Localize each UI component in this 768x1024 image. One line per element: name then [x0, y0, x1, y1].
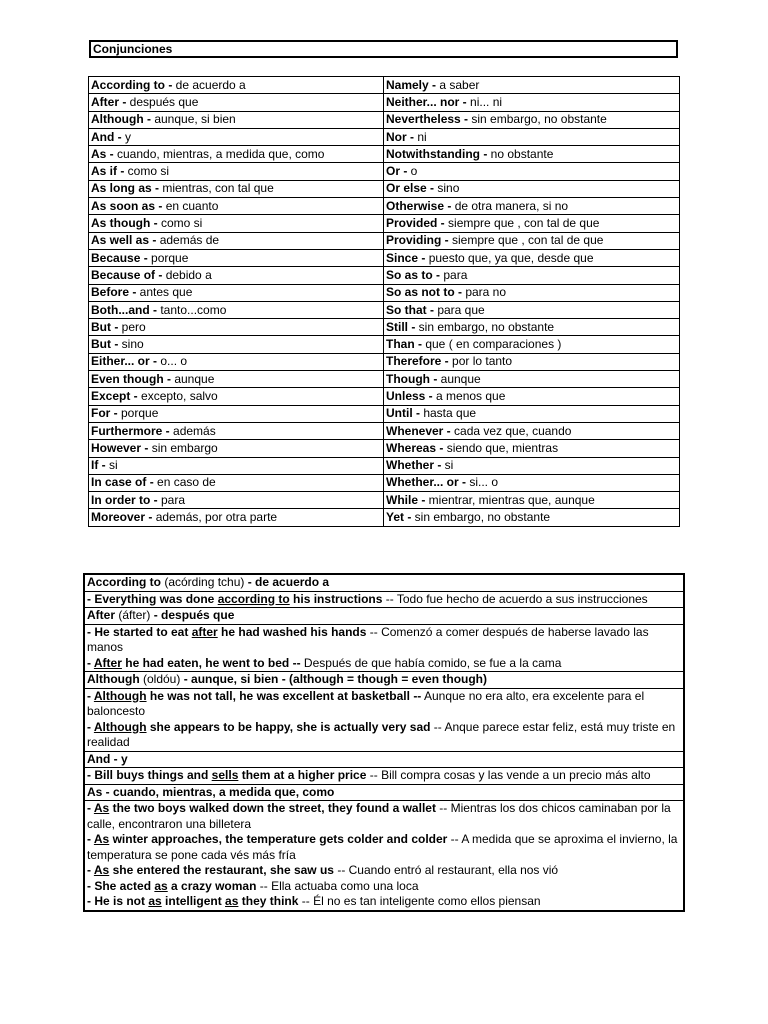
vocab-cell-left	[89, 198, 384, 215]
vocab-cell-left	[89, 94, 384, 111]
heading-text: - aunque, si bien - (although = though = even though)	[183, 672, 488, 686]
english-sentence: - He started to eat	[87, 624, 192, 639]
example-sentence	[87, 863, 681, 879]
heading-text: After	[87, 608, 116, 622]
spanish-translation: porque	[147, 250, 189, 265]
vocab-cell-left	[89, 492, 384, 509]
heading-text: - después que	[153, 608, 235, 622]
spanish-translation: -- Ella actuaba como una loca	[256, 878, 419, 893]
english-sentence: they think	[238, 894, 299, 908]
underlined-term	[192, 625, 218, 639]
vocab-row	[89, 249, 680, 266]
spanish-translation: aunque	[171, 371, 215, 386]
heading-text: Although	[87, 672, 140, 686]
spanish-translation: -- Todo fue hecho de acuerdo a sus instrucciones	[382, 591, 648, 606]
heading-text: According to	[87, 575, 161, 589]
vocab-cell-right	[384, 440, 680, 457]
english-term: Furthermore -	[91, 423, 170, 438]
conjunction-examples-table	[83, 573, 685, 912]
underlined-term	[94, 863, 109, 877]
english-term: Still -	[386, 319, 416, 334]
spanish-translation: después que	[126, 94, 199, 109]
english-term: Or -	[386, 164, 408, 179]
conjunction-highlight: As	[93, 801, 110, 815]
section-heading	[85, 575, 683, 592]
english-sentence: -	[87, 655, 94, 670]
vocab-cell-left	[89, 457, 384, 474]
english-term: In order to -	[91, 492, 158, 507]
spanish-translation: sin embargo, no obstante	[415, 319, 555, 334]
spanish-translation: sin embargo	[148, 440, 218, 455]
spanish-translation: porque	[117, 406, 159, 421]
english-term: As if -	[91, 164, 125, 179]
english-term: Provided -	[386, 216, 445, 231]
english-term: As well as -	[91, 233, 157, 248]
vocab-cell-right	[384, 422, 680, 439]
vocab-row	[89, 232, 680, 249]
section-examples	[85, 801, 683, 910]
conjunction-highlight: according to	[217, 591, 290, 606]
spanish-translation: siempre que , con tal de que	[444, 216, 600, 231]
vocab-cell-left	[89, 267, 384, 284]
section-examples	[85, 592, 683, 609]
vocab-cell-right	[384, 267, 680, 284]
vocab-row	[89, 353, 680, 370]
vocab-cell-right	[384, 180, 680, 197]
vocab-row	[89, 474, 680, 491]
english-term: As though -	[91, 216, 158, 231]
english-term: Because -	[91, 250, 148, 265]
english-sentence: she entered the restaurant, she saw us	[109, 863, 334, 877]
english-term: Either... or -	[91, 354, 158, 369]
vocab-cell-right	[384, 371, 680, 388]
english-term: Nor -	[386, 129, 414, 144]
vocab-row	[89, 77, 680, 94]
english-term: Providing -	[386, 233, 449, 248]
vocab-row	[89, 111, 680, 128]
vocab-cell-right	[384, 319, 680, 336]
english-sentence: -	[87, 863, 94, 877]
spanish-translation: mientrar, mientras que, aunque	[425, 492, 595, 507]
vocab-cell-left	[89, 353, 384, 370]
english-term: As long as -	[91, 181, 160, 196]
spanish-translation: excepto, salvo	[137, 388, 218, 403]
vocab-cell-right	[384, 336, 680, 353]
conjunction-highlight: as	[225, 894, 239, 908]
vocab-cell-right	[384, 128, 680, 145]
vocab-row	[89, 440, 680, 457]
section-examples	[85, 689, 683, 752]
english-sentence: the two boys walked down the street, they found a wallet	[109, 801, 436, 815]
spanish-translation: -- Cuando entró al restaurant, ella nos vió	[333, 863, 559, 877]
english-term: But -	[91, 337, 119, 352]
vocab-cell-right	[384, 353, 680, 370]
underlined-term	[94, 689, 147, 703]
spanish-translation: en caso de	[153, 475, 216, 490]
spanish-translation: además	[169, 423, 216, 438]
vocab-row	[89, 215, 680, 232]
english-term: After -	[91, 94, 127, 109]
spanish-translation: -- Anque parece estar feliz, está muy triste en realidad	[87, 719, 676, 749]
underlined-term	[218, 592, 290, 606]
spanish-translation: hasta que	[420, 406, 477, 421]
english-term: For -	[91, 406, 118, 421]
pronunciation: (áfter)	[115, 608, 154, 622]
english-term: Both...and -	[91, 302, 157, 317]
vocab-cell-right	[384, 111, 680, 128]
english-term: Yet -	[386, 510, 412, 525]
english-term: Before -	[91, 285, 137, 300]
english-term: Therefore -	[386, 354, 449, 369]
english-term: While -	[386, 492, 426, 507]
spanish-translation: por lo tanto	[448, 354, 513, 369]
vocab-cell-left	[89, 440, 384, 457]
spanish-translation: pero	[118, 319, 146, 334]
conjunction-highlight: as	[154, 878, 168, 893]
spanish-translation: siempre que , con tal de que	[448, 233, 604, 248]
english-sentence: - Bill buys things and	[87, 768, 212, 782]
vocab-cell-left	[89, 284, 384, 301]
vocab-cell-right	[384, 388, 680, 405]
spanish-translation: -- Comenzó a comer después de haberse lavado las manos	[87, 624, 649, 654]
english-term: So that -	[386, 302, 434, 317]
spanish-translation: Después de que había comido, se fue a la cama	[300, 655, 562, 670]
spanish-translation: -- Mientras los dos chicos caminaban por la calle, encontraron una billetera	[87, 801, 671, 831]
document-title: Conjunciones	[89, 40, 678, 58]
vocab-row	[89, 509, 680, 526]
vocab-cell-left	[89, 422, 384, 439]
pronunciation: (oldóu)	[139, 672, 184, 686]
vocab-row	[89, 336, 680, 353]
english-term: According to -	[91, 77, 173, 92]
spanish-translation: aunque	[437, 371, 481, 386]
english-term: So as not to -	[386, 285, 462, 300]
spanish-translation: sino	[118, 337, 144, 352]
english-sentence: them at a higher price	[238, 768, 367, 782]
underlined-term	[148, 894, 161, 908]
vocab-cell-right	[384, 146, 680, 163]
english-sentence: - She acted	[87, 878, 155, 893]
english-term: So as to -	[386, 267, 441, 282]
spanish-translation: cada vez que, cuando	[450, 423, 572, 438]
example-sentence	[87, 801, 681, 832]
spanish-translation: -- A medida que se aproxima el invierno, la temperatura se pone cada vés más fría	[87, 832, 678, 862]
pronunciation: (acórding tchu)	[161, 575, 248, 589]
vocab-cell-left	[89, 388, 384, 405]
english-term: Since -	[386, 250, 426, 265]
english-term: Although -	[91, 112, 151, 127]
vocab-row	[89, 457, 680, 474]
example-sentence	[87, 832, 681, 863]
example-sentence	[87, 625, 681, 656]
section-heading	[85, 752, 683, 769]
spanish-translation: si	[441, 458, 454, 473]
vocab-row	[89, 388, 680, 405]
english-term: Unless -	[386, 388, 433, 403]
heading-text: - de acuerdo a	[247, 575, 330, 589]
example-sentence	[87, 879, 681, 895]
spanish-translation: o	[407, 164, 418, 179]
spanish-translation: para	[157, 492, 186, 507]
spanish-translation: a saber	[436, 77, 480, 92]
spanish-translation: y	[121, 129, 131, 144]
vocab-cell-left	[89, 146, 384, 163]
english-term: As soon as -	[91, 198, 163, 213]
example-sentence	[87, 656, 681, 672]
vocab-row	[89, 405, 680, 422]
spanish-translation: mientras, con tal que	[159, 181, 274, 196]
spanish-translation: -- Él no es tan inteligente como ellos piensan	[298, 894, 541, 908]
english-term: However -	[91, 440, 149, 455]
underlined-term	[94, 720, 147, 734]
conjunction-highlight: as	[148, 894, 162, 908]
example-sentence	[87, 592, 681, 608]
heading-text: And - y	[87, 751, 128, 766]
underlined-term	[212, 768, 239, 782]
vocab-cell-right	[384, 492, 680, 509]
spanish-translation: o... o	[157, 354, 188, 369]
english-term: Neither... nor -	[386, 94, 467, 109]
vocab-row	[89, 128, 680, 145]
english-sentence: a crazy woman	[167, 878, 257, 893]
underlined-term	[225, 894, 238, 908]
english-term: Whether -	[386, 458, 442, 473]
section-examples	[85, 625, 683, 673]
english-sentence: he was not tall, he was excellent at basketball --	[146, 688, 422, 703]
conjunction-highlight: Although	[93, 688, 147, 703]
english-term: In case of -	[91, 475, 154, 490]
spanish-translation: de acuerdo a	[172, 77, 246, 92]
underlined-term	[94, 801, 109, 815]
spanish-translation: si... o	[466, 475, 499, 490]
vocab-cell-left	[89, 163, 384, 180]
english-sentence: he had eaten, he went to bed --	[121, 655, 301, 670]
vocab-cell-left	[89, 509, 384, 526]
english-term: Or else -	[386, 181, 435, 196]
vocab-row	[89, 146, 680, 163]
section-heading	[85, 608, 683, 625]
vocab-cell-right	[384, 215, 680, 232]
english-sentence: intelligent	[161, 894, 226, 908]
vocab-cell-right	[384, 509, 680, 526]
english-term: Even though -	[91, 371, 171, 386]
section-heading	[85, 672, 683, 689]
vocab-cell-left	[89, 232, 384, 249]
vocab-cell-right	[384, 198, 680, 215]
spanish-translation: ni... ni	[466, 94, 503, 109]
spanish-translation: además, por otra parte	[152, 510, 278, 525]
spanish-translation: puesto que, ya que, desde que	[425, 250, 594, 265]
spanish-translation: cuando, mientras, a medida que, como	[113, 146, 325, 161]
english-term: Namely -	[386, 77, 437, 92]
vocab-cell-left	[89, 180, 384, 197]
underlined-term	[94, 656, 122, 670]
vocab-cell-left	[89, 249, 384, 266]
spanish-translation: Aunque no era alto, era excelente para el baloncesto	[87, 688, 645, 718]
section-heading	[85, 785, 683, 802]
conjunction-highlight: Although	[93, 719, 147, 734]
spanish-translation: sin embargo, no obstante	[468, 112, 607, 127]
spanish-translation: -- Bill compra cosas y las vende a un precio más alto	[366, 768, 651, 782]
english-term: Whereas -	[386, 440, 444, 455]
vocab-cell-right	[384, 301, 680, 318]
spanish-translation: tanto...como	[157, 302, 227, 317]
english-sentence: he had washed his hands	[217, 624, 367, 639]
underlined-term	[154, 879, 167, 893]
english-term: Because of -	[91, 267, 163, 282]
spanish-translation: como si	[124, 164, 170, 179]
english-term: Nevertheless -	[386, 112, 469, 127]
spanish-translation: como si	[157, 216, 203, 231]
spanish-translation: a menos que	[432, 388, 506, 403]
english-term: If -	[91, 458, 106, 473]
english-sentence: his instructions	[289, 591, 383, 606]
spanish-translation: para que	[434, 302, 485, 317]
vocab-row	[89, 198, 680, 215]
section-examples	[85, 768, 683, 785]
vocab-cell-left	[89, 336, 384, 353]
underlined-term	[94, 832, 109, 846]
english-term: Notwithstanding -	[386, 146, 488, 161]
spanish-translation: además de	[156, 233, 220, 248]
vocab-cell-left	[89, 215, 384, 232]
vocab-cell-left	[89, 371, 384, 388]
english-term: Whenever -	[386, 423, 451, 438]
vocab-cell-right	[384, 249, 680, 266]
conjunction-highlight: after	[191, 624, 218, 639]
english-sentence: - Everything was done	[87, 591, 218, 606]
example-sentence	[87, 689, 681, 720]
spanish-translation: que ( en comparaciones )	[422, 337, 562, 352]
english-term: Whether... or -	[386, 475, 467, 490]
conjunction-highlight: After	[93, 655, 122, 670]
english-term: Otherwise -	[386, 198, 452, 213]
conjunction-highlight: As	[93, 863, 110, 877]
vocab-row	[89, 492, 680, 509]
vocab-row	[89, 319, 680, 336]
vocab-cell-left	[89, 319, 384, 336]
vocab-cell-right	[384, 284, 680, 301]
vocab-cell-left	[89, 301, 384, 318]
vocab-cell-right	[384, 94, 680, 111]
vocab-cell-right	[384, 457, 680, 474]
english-term: As -	[91, 146, 114, 161]
english-sentence: -	[87, 832, 94, 846]
spanish-translation: no obstante	[487, 146, 554, 161]
heading-text: As - cuando, mientras, a medida que, como	[87, 784, 335, 799]
vocab-cell-right	[384, 405, 680, 422]
spanish-translation: antes que	[136, 285, 193, 300]
vocab-row	[89, 267, 680, 284]
spanish-translation: para no	[462, 285, 507, 300]
english-sentence: - He is not	[87, 894, 149, 908]
example-sentence	[87, 894, 681, 910]
spanish-translation: si	[105, 458, 118, 473]
example-sentence	[87, 768, 681, 784]
spanish-translation: de otra manera, si no	[451, 198, 569, 213]
vocab-cell-left	[89, 405, 384, 422]
conjunction-highlight: As	[93, 832, 110, 846]
spanish-translation: debido a	[162, 267, 212, 282]
vocab-row	[89, 422, 680, 439]
example-sentence	[87, 720, 681, 751]
spanish-translation: en cuanto	[162, 198, 219, 213]
english-term: But -	[91, 319, 119, 334]
vocab-row	[89, 301, 680, 318]
english-term: Until -	[386, 406, 420, 421]
vocab-row	[89, 94, 680, 111]
vocab-cell-left	[89, 474, 384, 491]
vocab-row	[89, 371, 680, 388]
conjunction-highlight: sells	[211, 768, 239, 782]
vocab-row	[89, 284, 680, 301]
english-sentence: -	[87, 801, 94, 815]
english-term: Than -	[386, 337, 422, 352]
vocab-cell-right	[384, 163, 680, 180]
spanish-translation: ni	[414, 129, 427, 144]
english-term: And -	[91, 129, 122, 144]
vocab-cell-left	[89, 77, 384, 94]
english-sentence: she appears to be happy, she is actually very sad	[146, 719, 431, 734]
vocab-cell-left	[89, 111, 384, 128]
vocab-cell-right	[384, 474, 680, 491]
english-sentence: -	[87, 688, 94, 703]
conjunction-vocabulary-table	[88, 76, 680, 527]
vocab-cell-left	[89, 128, 384, 145]
vocab-cell-right	[384, 77, 680, 94]
spanish-translation: para	[440, 267, 468, 282]
english-sentence: -	[87, 719, 94, 734]
vocab-cell-right	[384, 232, 680, 249]
spanish-translation: aunque, si bien	[150, 112, 236, 127]
spanish-translation: sino	[434, 181, 460, 196]
spanish-translation: sin embargo, no obstante	[411, 510, 551, 525]
english-sentence: winter approaches, the temperature gets colder and colder	[109, 832, 448, 846]
vocab-row	[89, 163, 680, 180]
english-term: Except -	[91, 388, 138, 403]
vocab-row	[89, 180, 680, 197]
english-term: Though -	[386, 371, 438, 386]
spanish-translation: siendo que, mientras	[443, 440, 559, 455]
english-term: Moreover -	[91, 510, 153, 525]
